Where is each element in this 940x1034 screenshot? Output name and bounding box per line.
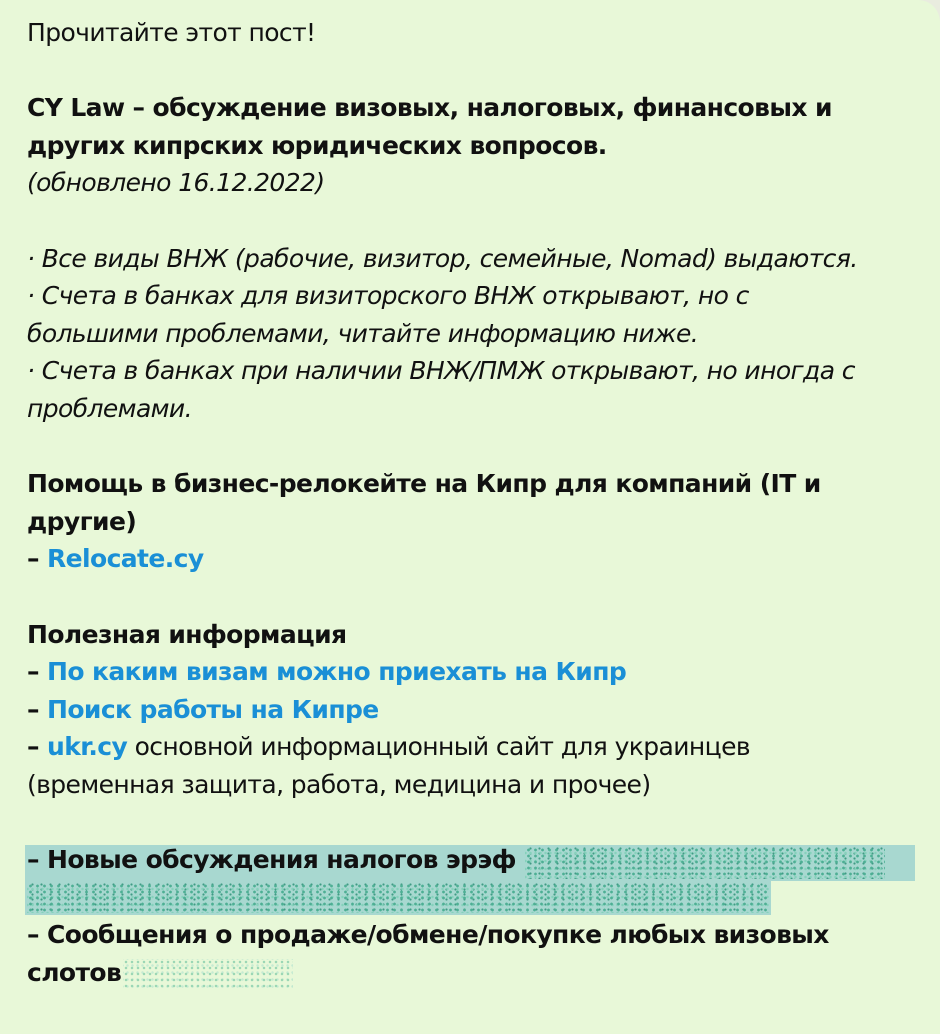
- slots-row: [27, 954, 920, 992]
- useful-heading: Полезная информация: [27, 619, 347, 649]
- tax-spoiler-label: – Новые обсуждения налогов эрэф: [27, 845, 516, 875]
- dash: –: [27, 544, 48, 574]
- relocate-link[interactable]: Relocate.cy: [47, 544, 204, 574]
- slots-spoiler[interactable]: [123, 959, 293, 989]
- spacer: [27, 578, 920, 616]
- ukr-row: [27, 728, 920, 766]
- visas-row: [27, 653, 920, 691]
- post-title-line-2: других кипрских юридических вопросов.: [27, 130, 607, 160]
- bullet-line: большими проблемами, читайте информацию ниже.: [27, 318, 699, 348]
- spoiler-particles: [525, 847, 885, 879]
- slots-line-2: слотов: [27, 957, 122, 987]
- bullet-line: · Счета в банках для визиторского ВНЖ открывают, но с: [27, 281, 749, 311]
- ukr-link[interactable]: ukr.cy: [47, 732, 128, 762]
- business-heading-line-1: Помощь в бизнес-релокейте на Кипр для компаний (IT и: [27, 469, 821, 499]
- bullet-line: · Все виды ВНЖ (рабочие, визитор, семейные, Nomad) выдаются.: [27, 243, 858, 273]
- visas-link[interactable]: По каким визам можно приехать на Кипр: [47, 657, 627, 687]
- updated-date: (обновлено 16.12.2022): [27, 168, 325, 198]
- jobs-row: [27, 691, 920, 729]
- spacer: [27, 52, 920, 90]
- business-heading-line-2: другие): [27, 506, 137, 536]
- dash: –: [27, 657, 48, 687]
- ukr-description-2: (временная защита, работа, медицина и прочее): [27, 769, 651, 799]
- post-title-line-1: CY Law – обсуждение визовых, налоговых, финансовых и: [27, 93, 832, 123]
- spacer: [27, 803, 920, 841]
- tax-spoiler[interactable]: [27, 841, 920, 879]
- jobs-link[interactable]: Поиск работы на Кипре: [47, 694, 379, 724]
- relocate-row: [27, 540, 920, 578]
- bullet-line: проблемами.: [27, 393, 192, 423]
- dash: –: [27, 732, 48, 762]
- slots-line-1: – Сообщения о продаже/обмене/покупке любых визовых: [27, 920, 829, 950]
- spacer: [27, 428, 920, 466]
- bullet-line: · Счета в банках при наличии ВНЖ/ПМЖ открывают, но иногда с: [27, 356, 855, 386]
- spacer: [27, 202, 920, 240]
- intro-text: Прочитайте этот пост!: [27, 18, 316, 47]
- spoiler-particles: [27, 883, 769, 913]
- ukr-description: основной информационный сайт для украинцев: [127, 732, 750, 762]
- dash: –: [27, 694, 48, 724]
